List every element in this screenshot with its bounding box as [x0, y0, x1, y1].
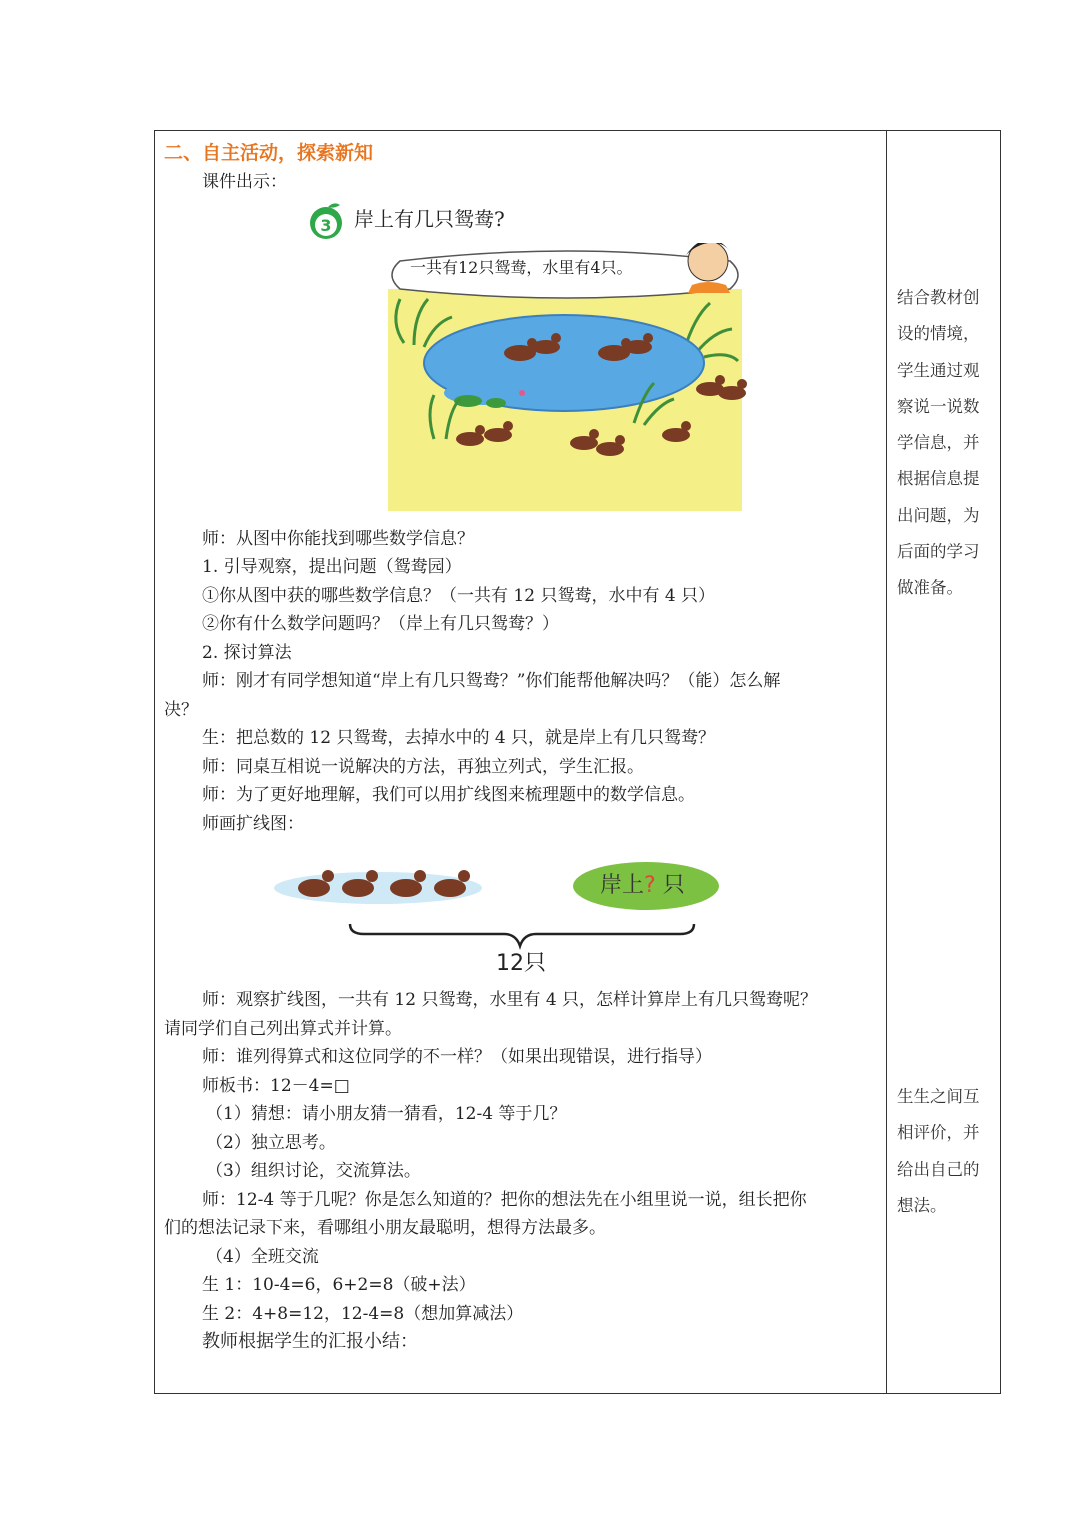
text-line: 生：把总数的 12 只鸳鸯，去掉水中的 4 只，就是岸上有几只鸳鸯？ — [202, 728, 716, 748]
text-line: 师：为了更好地理解，我们可以用扩线图来梳理题中的数学信息。 — [202, 785, 695, 805]
shore-unit: 只 — [662, 873, 685, 898]
dialogue-block-b — [164, 986, 880, 1357]
text-line: 师：刚才有同学想知道“岸上有几只鸳鸯？”你们能帮他解决吗？（能）怎么解 — [202, 671, 781, 691]
text-line: 们的想法记录下来，看哪组小朋友最聪明，想得方法最多。 — [164, 1218, 606, 1238]
note-line: 给出自己的 — [897, 1159, 980, 1179]
problem-header — [164, 197, 880, 243]
note-line: 后面的学习 — [897, 542, 980, 562]
note-line: 学信息，并 — [897, 433, 980, 453]
pond-picture — [164, 243, 880, 525]
section-title: 二、自主活动，探索新知 — [164, 142, 374, 164]
problem-question: 岸上有几只鸳鸯? — [354, 206, 505, 231]
column-divider — [886, 130, 887, 1394]
text-line: 1. 引导观察，提出问题（鸳鸯园） — [202, 557, 462, 577]
note-line: 生生之间互 — [897, 1087, 980, 1106]
text-line: （3）组织讨论，交流算法。 — [206, 1161, 421, 1181]
text-line: 生 2：4+8=12，12-4=8（想加算减法） — [202, 1303, 524, 1324]
note-line: 相评价，并 — [897, 1123, 980, 1143]
note-line: 结合教材创 — [897, 288, 980, 307]
note-line: 学生通过观 — [897, 360, 980, 380]
note-line: 察说一说数 — [897, 396, 980, 416]
shore-label-text: 岸上 — [600, 873, 645, 898]
speech-bubble-text: 一共有12只鸳鸯，水里有4只。 — [410, 257, 633, 277]
text-line: 师：12-4 等于几呢？你是怎么知道的？把你的想法先在小组里说一说，组长把你 — [202, 1189, 807, 1210]
courseware-label: 课件出示： — [202, 172, 287, 192]
pond-illustration — [164, 243, 880, 525]
text-line: （4）全班交流 — [206, 1246, 319, 1267]
bracket-diagram — [164, 838, 880, 986]
total-label: 12只 — [496, 951, 546, 976]
text-line: （1）猜想：请小朋友猜一猜看，12-4 等于几？ — [206, 1104, 567, 1124]
dialogue-block-a — [164, 525, 880, 839]
note-line: 做准备。 — [897, 578, 963, 598]
text-line: 师：同桌互相说一说解决的方法，再独立列式，学生汇报。 — [202, 756, 644, 777]
shore-question-mark: ? — [644, 873, 656, 898]
text-line: ②你有什么数学问题吗？（岸上有几只鸳鸯？） — [202, 614, 559, 634]
design-note-2 — [897, 1079, 997, 1224]
main-column — [164, 138, 880, 1357]
note-line: 出问题，为 — [897, 505, 980, 525]
text-line: 请同学们自己列出算式并计算。 — [164, 1018, 402, 1039]
text-line: （2）独立思考。 — [206, 1132, 336, 1153]
text-line: 师：观察扩线图，一共有 12 只鸳鸯，水里有 4 只，怎样计算岸上有几只鸳鸯呢？ — [202, 990, 818, 1010]
text-line: 决？ — [164, 699, 198, 720]
text-line: 师画扩线图： — [202, 813, 304, 834]
text-line: 师板书：12－4=□ — [202, 1075, 350, 1096]
text-line: 教师根据学生的汇报小结： — [202, 1331, 418, 1352]
problem-number: 3 — [320, 215, 332, 235]
text-line: ①你从图中获的哪些数学信息？（一共有 12 只鸳鸯，水中有 4 只） — [202, 585, 716, 606]
apple-badge-icon — [164, 197, 880, 243]
design-note-1 — [897, 280, 997, 607]
note-line: 想法。 — [897, 1195, 947, 1215]
shore-label — [600, 872, 685, 900]
note-line: 根据信息提 — [897, 469, 980, 489]
text-line: 师：从图中你能找到哪些数学信息？ — [202, 528, 474, 549]
text-line: 生 1：10-4=6，6+2=8（破+法） — [202, 1275, 476, 1295]
text-line: 2. 探讨算法 — [202, 642, 292, 663]
note-line: 设的情境， — [897, 324, 980, 344]
text-line: 师：谁列得算式和这位同学的不一样？（如果出现错误，进行指导） — [202, 1047, 712, 1067]
